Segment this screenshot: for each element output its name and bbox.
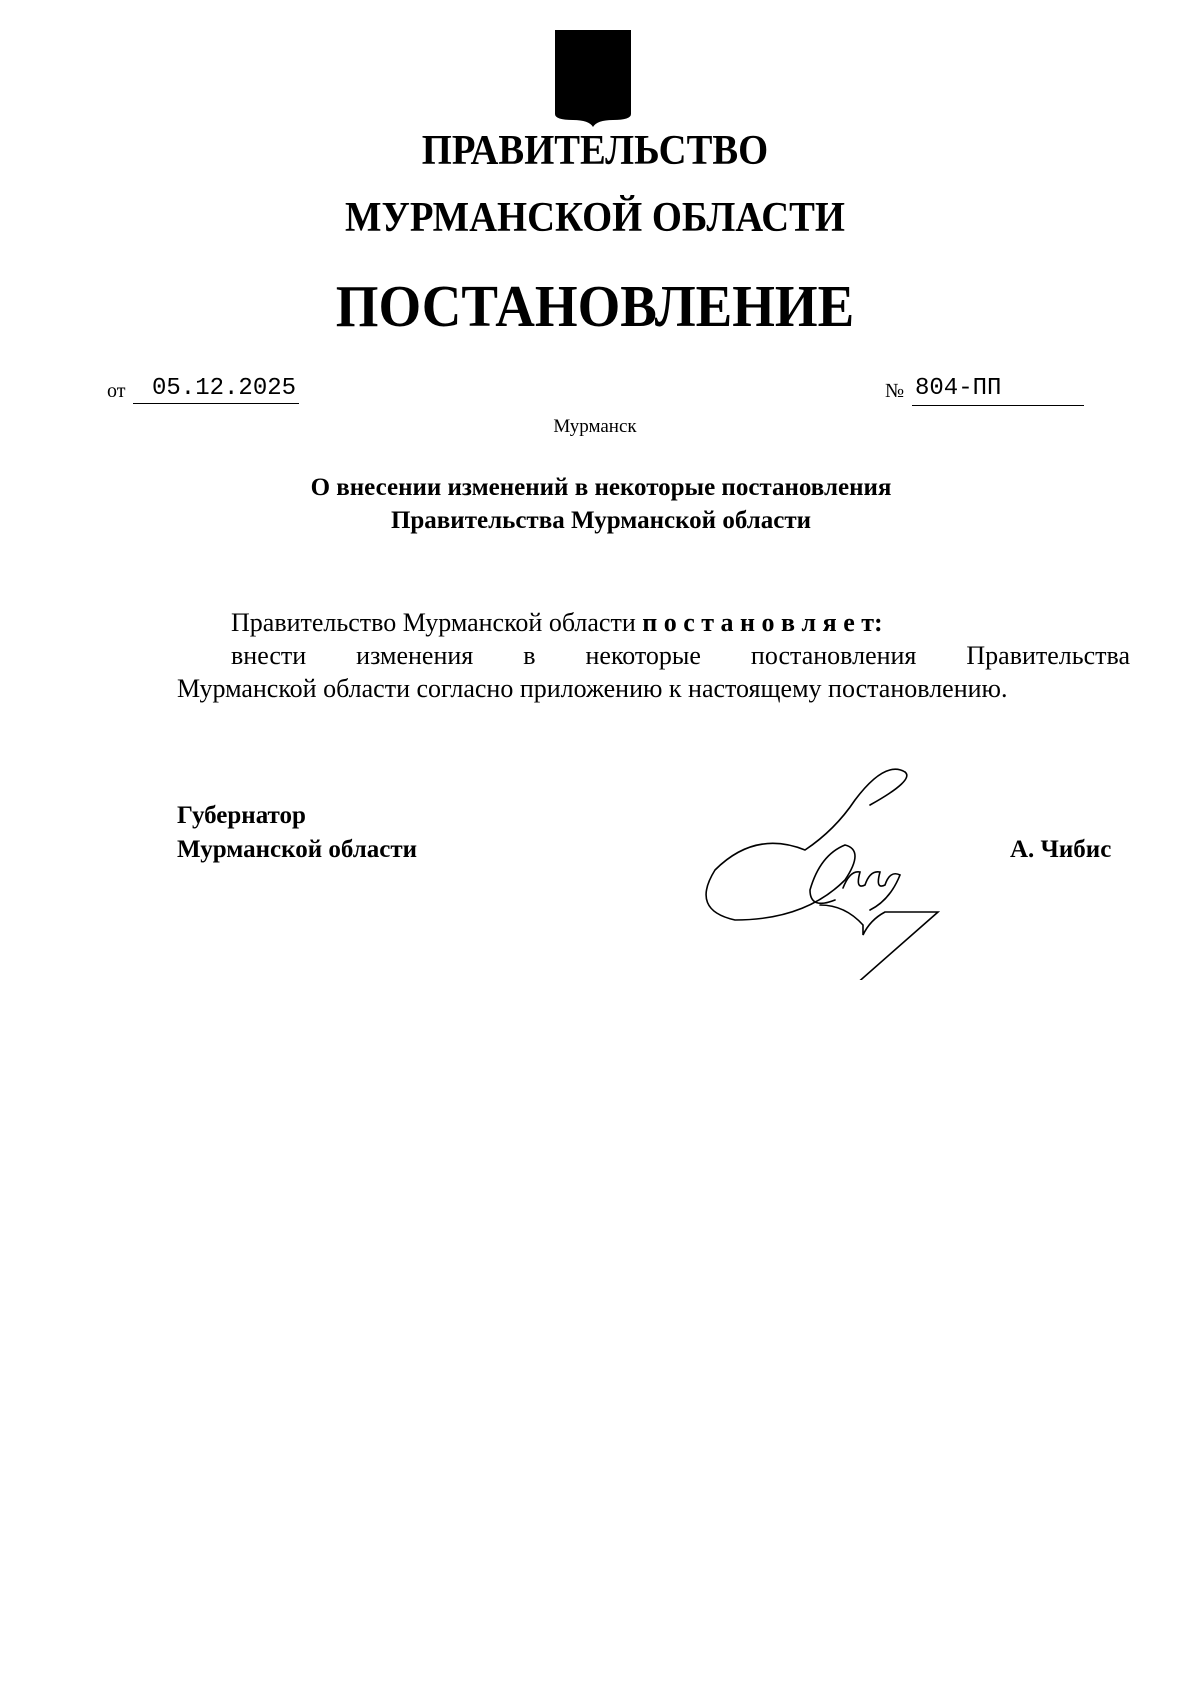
document-date: 05.12.2025 (152, 375, 297, 402)
document-type: ПОСТАНОВЛЕНИЕ (335, 273, 855, 339)
handwritten-signature (695, 760, 955, 980)
org-name-line1: ПРАВИТЕЛЬСТВО (421, 128, 769, 174)
org-name-line2: МУРМАНСКОЙ ОБЛАСТИ (344, 195, 845, 241)
document-number: 804-ПП (915, 375, 1002, 402)
number-prefix: № (885, 380, 905, 402)
date-underline (133, 403, 299, 404)
city: Мурманск (553, 416, 637, 437)
date-prefix: от (107, 380, 126, 402)
title-line1: О внесении изменений в некоторые постановления (310, 474, 892, 501)
signer-position-line2: Мурманской области (177, 836, 418, 863)
body-intro-text: Правительство Мурманской области (231, 608, 636, 637)
body-intro (231, 606, 883, 639)
body-line2: внести изменения в некоторые постановления Правительства (231, 641, 1130, 670)
decree-word: п о с т а н о в л я е т: (642, 608, 883, 637)
title-line2: Правительства Мурманской области (390, 507, 812, 534)
signer-name: А. Чибис (1010, 836, 1112, 863)
signer-position-line1: Губернатор (177, 802, 306, 829)
number-underline (912, 405, 1084, 406)
coat-of-arms-icon (553, 30, 633, 128)
body-line3: Мурманской области согласно приложению к настоящему постановлению. (177, 674, 1008, 703)
